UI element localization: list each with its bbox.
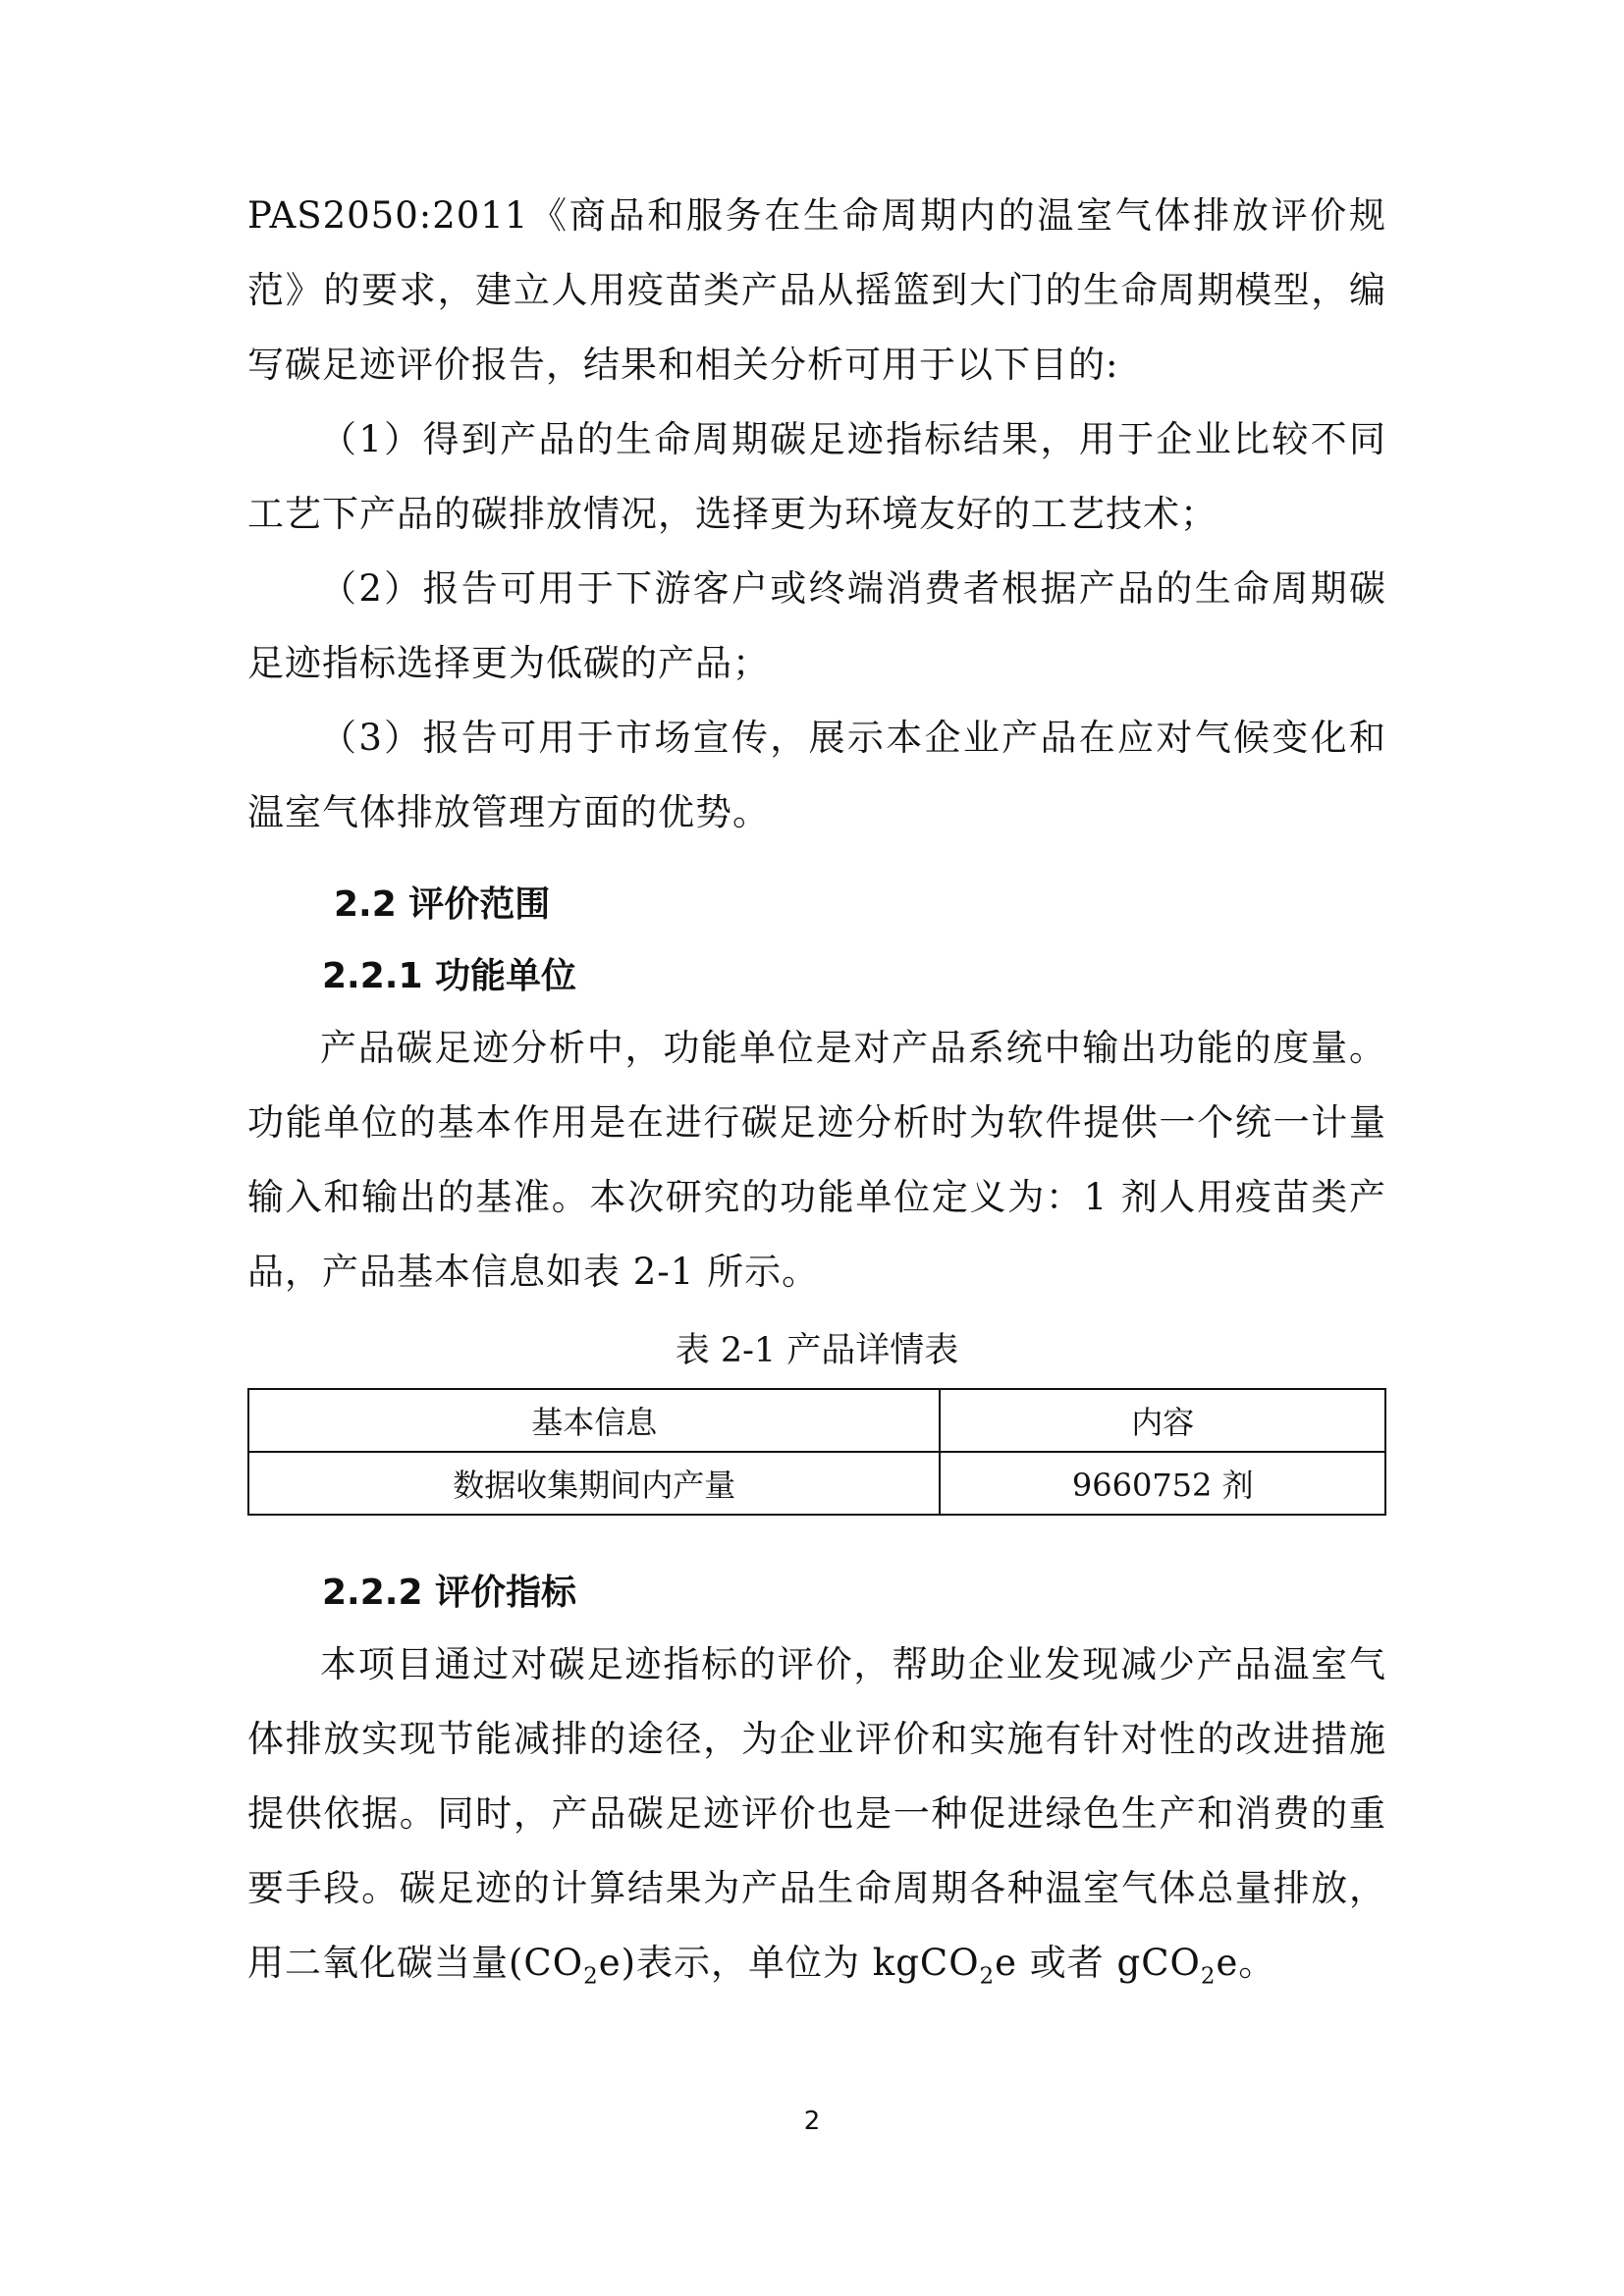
table-header-cell: 内容 bbox=[940, 1389, 1385, 1452]
paragraph-text: e)表示，单位为 kgCO bbox=[598, 1942, 980, 1984]
paragraph-text: 本项目通过对碳足迹指标的评价，帮助企业发现减少产品温室气体排放实现节能减排的途径，为企业评价和实施有针对性的改进措施提供依据。同时，产品碳足迹评价也是一种促进绿色生产和消费的重要手段。碳足迹的计算结果为产品生命周期各种温室气体总量排放，用二氧化碳当量(CO bbox=[247, 1643, 1386, 1984]
product-detail-table bbox=[247, 1388, 1386, 1516]
subscript: 2 bbox=[1200, 1963, 1217, 1990]
section-gap bbox=[247, 1516, 1386, 1559]
functional-unit-paragraph: 产品碳足迹分析中，功能单位是对产品系统中输出功能的度量。功能单位的基本作用是在进行碳足迹分析时为软件提供一个统一计量输入和输出的基准。本次研究的功能单位定义为：1 剂人用疫苗类产品，产品基本信息如表 2-1 所示。 bbox=[247, 1027, 1386, 1293]
subscript: 2 bbox=[979, 1963, 996, 1990]
section-gap bbox=[247, 850, 1386, 868]
paragraph-text: e。 bbox=[1216, 1942, 1276, 1984]
page-number: 2 bbox=[803, 2107, 821, 2136]
section-heading-2-2-1: 2.2.1 功能单位 bbox=[322, 956, 577, 996]
intro-paragraph: PAS2050:2011《商品和服务在生命周期内的温室气体排放评价规范》的要求，建立人用疫苗类产品从摇篮到大门的生命周期模型，编写碳足迹评价报告，结果和相关分析可用于以下目的: bbox=[247, 194, 1386, 386]
table-header-row bbox=[248, 1389, 1385, 1452]
section-heading-2-2: 2.2 评价范围 bbox=[334, 884, 551, 925]
table-cell: 9660752 剂 bbox=[940, 1452, 1385, 1515]
section-heading-2-2-2: 2.2.2 评价指标 bbox=[322, 1573, 577, 1613]
purpose-item-3: （3）报告可用于市场宣传，展示本企业产品在应对气候变化和温室气体排放管理方面的优势。 bbox=[247, 717, 1386, 833]
subscript: 2 bbox=[583, 1963, 599, 1990]
purpose-item-1: （1）得到产品的生命周期碳足迹指标结果，用于企业比较不同工艺下产品的碳排放情况，选择更为环境友好的工艺技术； bbox=[247, 418, 1386, 535]
evaluation-indicator-paragraph bbox=[247, 1628, 1386, 2013]
paragraph-text: e 或者 gCO bbox=[995, 1942, 1201, 1984]
table-cell: 数据收集期间内产量 bbox=[248, 1452, 940, 1515]
document-page bbox=[247, 179, 1386, 2013]
table-caption: 表 2-1 产品详情表 bbox=[675, 1331, 959, 1370]
table-row bbox=[248, 1452, 1385, 1515]
table-header-cell: 基本信息 bbox=[248, 1389, 940, 1452]
purpose-item-2: （2）报告可用于下游客户或终端消费者根据产品的生命周期碳足迹指标选择更为低碳的产品； bbox=[247, 567, 1386, 684]
